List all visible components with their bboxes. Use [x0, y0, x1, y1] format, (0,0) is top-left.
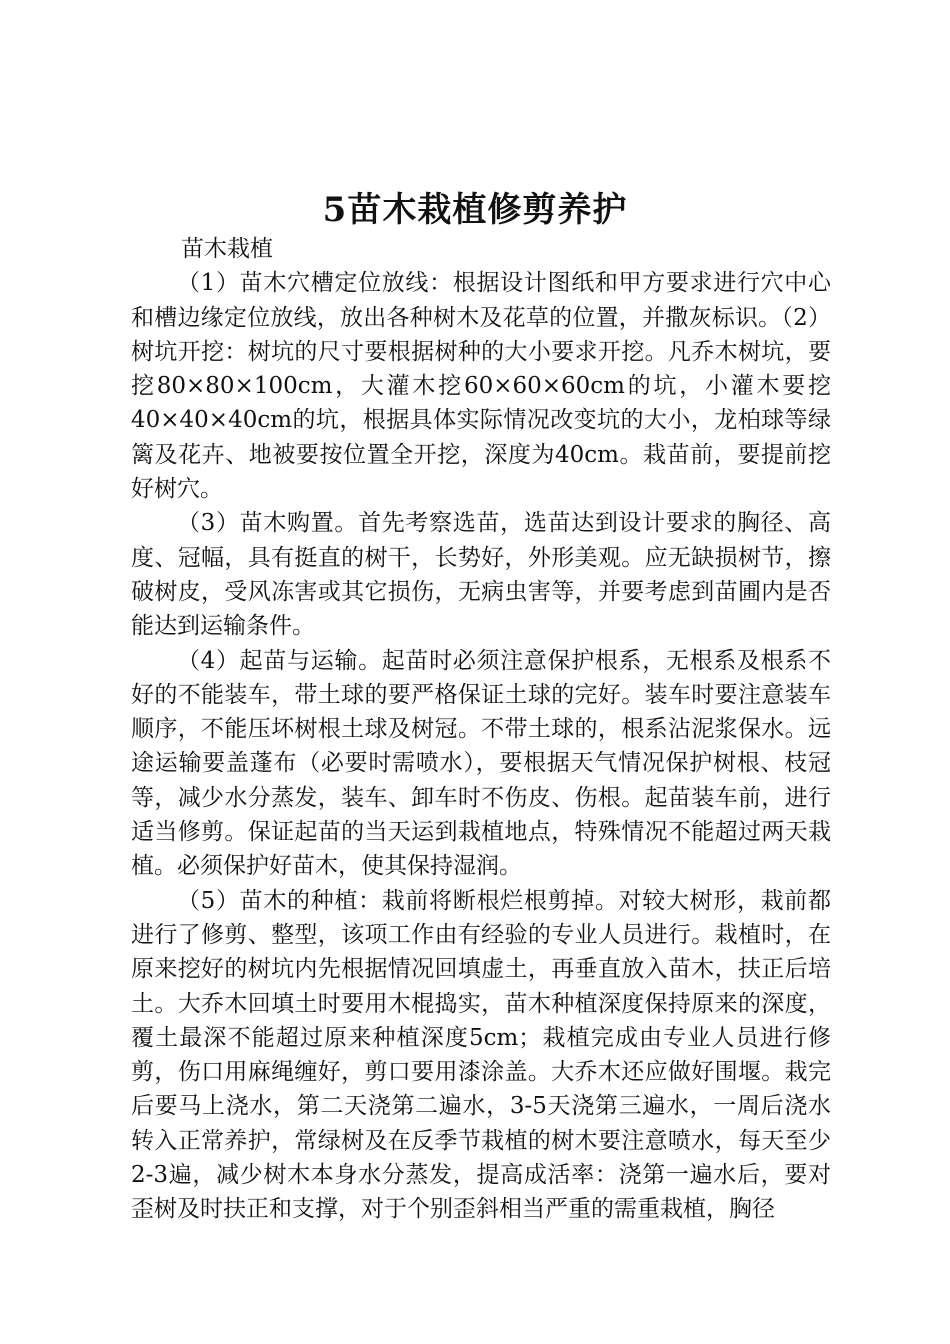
page-title: 5苗木栽植修剪养护 [322, 190, 628, 230]
paragraph: （4）起苗与运输。起苗时必须注意保护根系，无根系及根系不好的不能装车，带土球的要严格保证土球的完好。装车时要注意装车顺序，不能压坏树根土球及树冠。不带土球的，根系沾泥浆保水。远途运输要盖蓬布（必要时需喷水），要根据天气情况保护树根、枝冠等，减少水分蒸发，装车、卸车时不伤皮、伤根。起苗装车前，进行适当修剪。保证起苗的当天运到栽植地点，特殊情况不能超过两天栽植。必须保护好苗木，使其保持湿润。 [131, 647, 831, 880]
document-body [131, 232, 831, 1227]
section-heading: 苗木栽植 [181, 236, 273, 262]
paragraph: （1）苗木穴槽定位放线：根据设计图纸和甲方要求进行穴中心和槽边缘定位放线，放出各种树木及花草的位置，并撒灰标识。（2）树坑开挖：树坑的尺寸要根据树种的大小要求开挖。凡乔木树坑，要挖80×80×100cm，大灌木挖60×60×60cm的坑，小灌木要挖40×40×40cm的坑，根据具体实际情况改变坑的大小，龙柏球等绿篱及花卉、地被要按位置全开挖，深度为40cm。栽苗前，要提前挖好树穴。 [131, 270, 831, 503]
paragraph: （3）苗木购置。首先考察选苗，选苗达到设计要求的胸径、高度、冠幅，具有挺直的树干，长势好，外形美观。应无缺损树节，擦破树皮，受风冻害或其它损伤，无病虫害等，并要考虑到苗圃内是否能达到运输条件。 [131, 510, 831, 640]
paragraph: （5）苗木的种植：栽前将断根烂根剪掉。对较大树形，栽前都进行了修剪、整型，该项工作由有经验的专业人员进行。栽植时，在原来挖好的树坑内先根据情况回填虚土，再垂直放入苗木，扶正后培土。大乔木回填土时要用木棍捣实，苗木种植深度保持原来的深度，覆土最深不能超过原来种植深度5cm；栽植完成由专业人员进行修剪，伤口用麻绳缠好，剪口要用漆涂盖。大乔木还应做好围堰。栽完后要马上浇水，第二天浇第二遍水，3-5天浇第三遍水，一周后浇水转入正常养护，常绿树及在反季节栽植的树木要注意喷水，每天至少2-3遍，减少树木本身水分蒸发，提高成活率：浇第一遍水后，要对歪树及时扶正和支撑，对于个别歪斜相当严重的需重栽植，胸径 [131, 887, 831, 1223]
